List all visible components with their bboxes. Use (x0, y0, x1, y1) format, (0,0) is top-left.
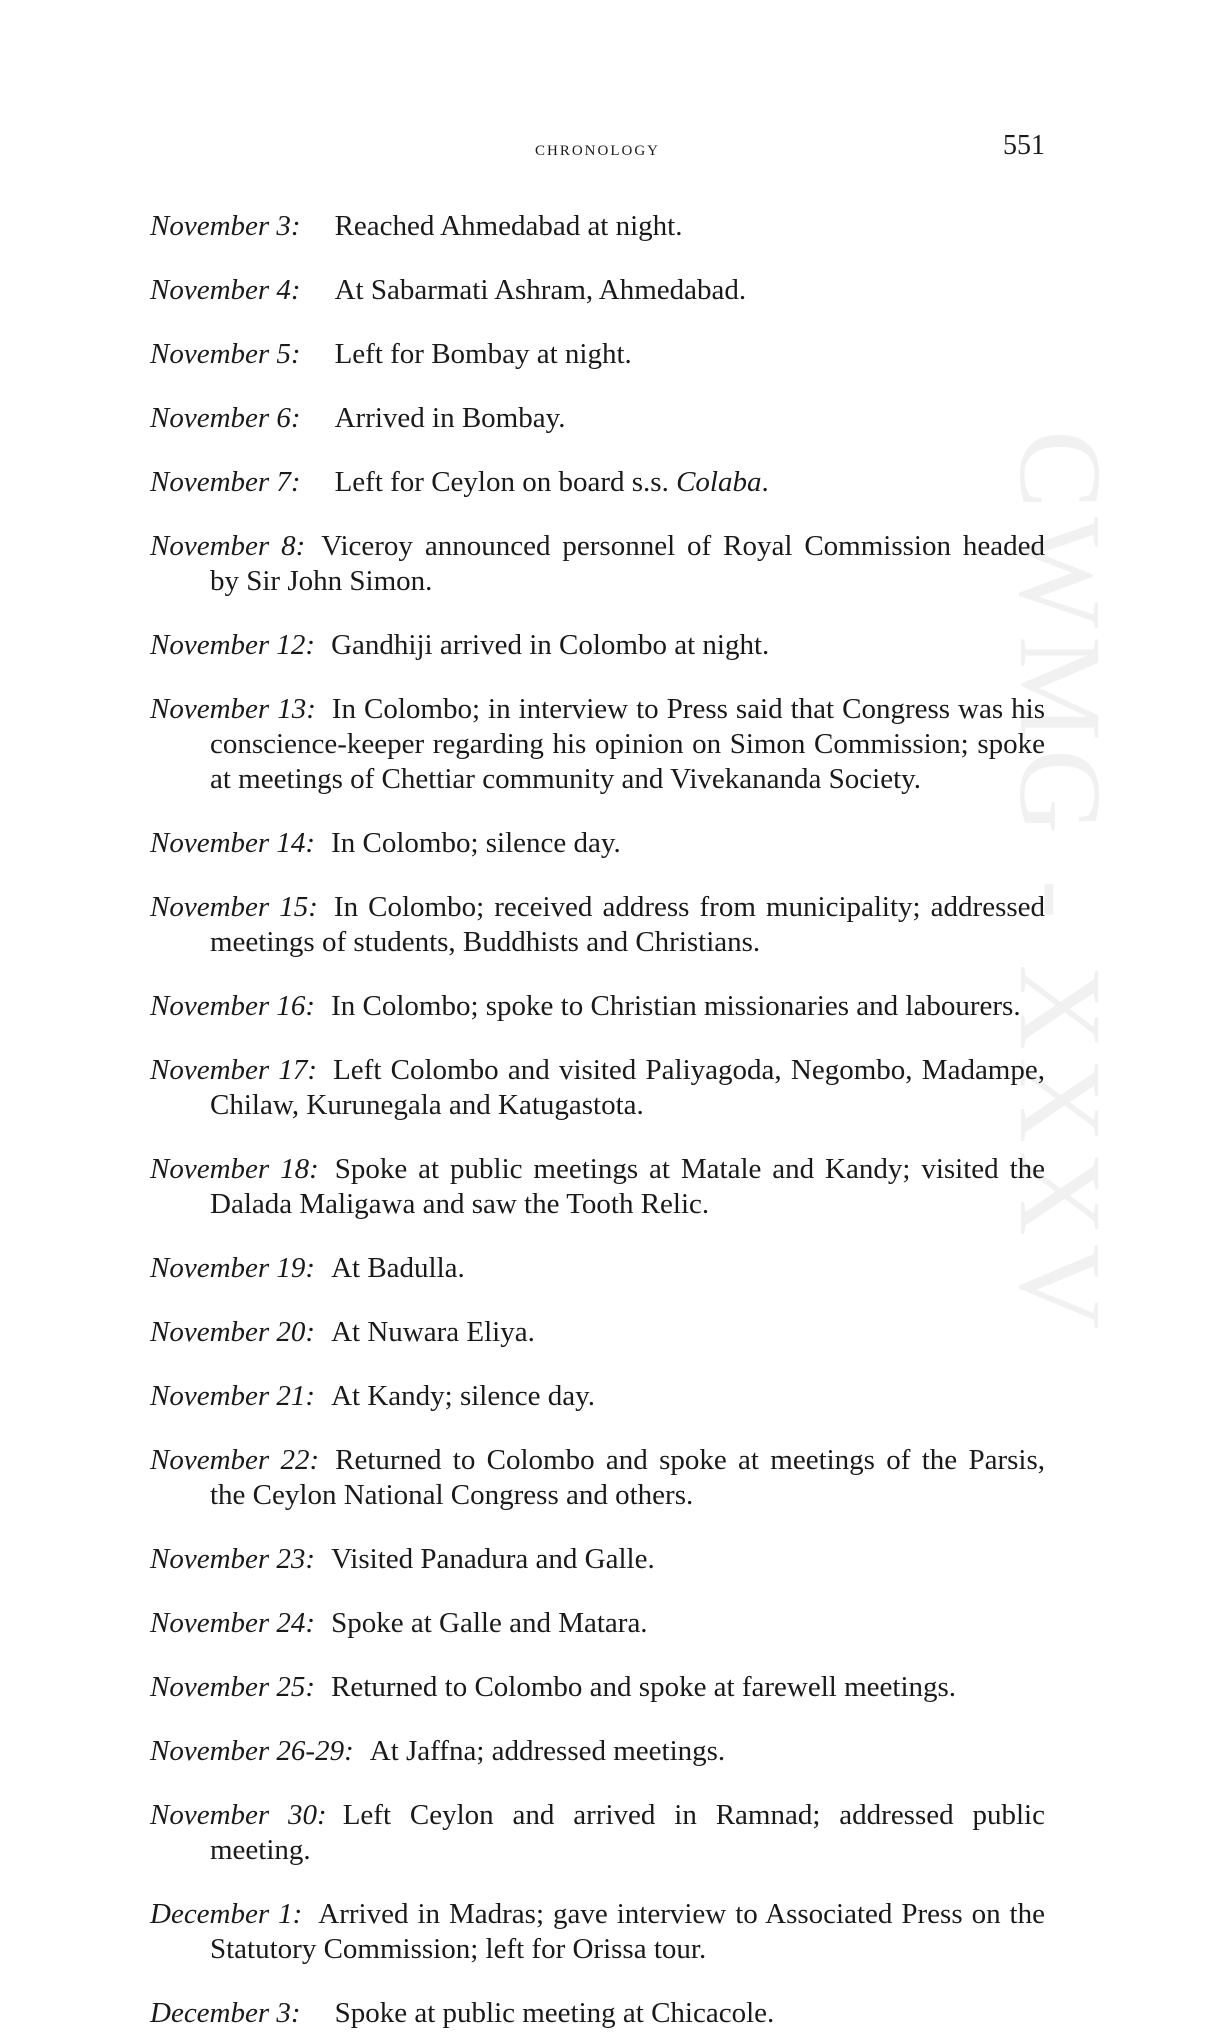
entry-text: Arrived in Madras; gave interview to Associated Press on the Statutory Commission; left for Orissa tour. (210, 1898, 1045, 1965)
entry-date: November 16: (150, 990, 316, 1022)
entry-text: At Jaffna; addressed meetings. (369, 1735, 726, 1767)
entry-text: Left for Ceylon on board s.s. (334, 466, 669, 498)
entry-date: November 8: (150, 530, 306, 562)
chronology-entry (150, 1315, 1045, 1350)
chronology-entry (150, 1734, 1045, 1769)
entry-date: November 19: (150, 1252, 316, 1284)
chronology-entry (150, 1996, 1045, 2031)
chronology-entry (150, 1897, 1045, 1967)
entry-text: At Badulla. (331, 1252, 465, 1284)
entry-date: November 13: (150, 693, 316, 725)
chronology-entry (150, 1670, 1045, 1705)
entry-text: In Colombo; received address from municipality; addressed meetings of students, Buddhists and Christians. (210, 891, 1046, 958)
entry-text: Returned to Colombo and spoke at farewell meetings. (331, 1671, 957, 1703)
entry-date: November 22: (150, 1444, 320, 1476)
entry-date: November 4: (150, 274, 301, 306)
chronology-entry (150, 1379, 1045, 1414)
running-title: chronology (535, 136, 660, 160)
chronology-entry (150, 401, 1045, 436)
entry-date: November 21: (150, 1380, 316, 1412)
entry-date: November 7: (150, 466, 301, 498)
chronology-entry (150, 1443, 1045, 1513)
entry-date: November 14: (150, 827, 316, 859)
entry-text-end: . (761, 466, 769, 498)
chronology-entry (150, 628, 1045, 663)
entry-text: Arrived in Bombay. (334, 402, 566, 434)
entry-date: November 23: (150, 1543, 316, 1575)
chronology-entry (150, 1251, 1045, 1286)
entry-text: At Sabarmati Ashram, Ahmedabad. (334, 274, 747, 306)
entry-date: November 25: (150, 1671, 316, 1703)
entry-text: Returned to Colombo and spoke at meetings of the Parsis, the Ceylon National Congress and others. (210, 1444, 1046, 1511)
chronology-entry (150, 692, 1045, 797)
chronology-entry (150, 209, 1045, 244)
entry-date: November 15: (150, 891, 318, 923)
entry-text: Left for Bombay at night. (334, 338, 632, 370)
chronology-entry (150, 1152, 1045, 1222)
entry-date: November 20: (150, 1316, 316, 1348)
chronology-list (150, 180, 1045, 2042)
entry-text: Spoke at public meetings at Matale and Kandy; visited the Dalada Maligawa and saw the Tooth Relic. (210, 1153, 1046, 1220)
chronology-entry (150, 890, 1045, 960)
entry-text: Viceroy announced personnel of Royal Commission headed by Sir John Simon. (210, 530, 1045, 597)
entry-date: November 3: (150, 210, 301, 242)
entry-date: November 17: (150, 1054, 318, 1086)
entry-date: December 3: (150, 1997, 301, 2029)
page-number: 551 (1003, 130, 1045, 161)
chronology-entry (150, 1606, 1045, 1641)
entry-date: November 6: (150, 402, 301, 434)
entry-text: Visited Panadura and Galle. (331, 1543, 655, 1575)
chronology-entry (150, 826, 1045, 861)
ship-name: Colaba (676, 466, 762, 498)
chronology-entry (150, 1053, 1045, 1123)
running-head (150, 130, 1045, 170)
entry-date: November 30: (150, 1799, 327, 1831)
chronology-entry (150, 529, 1045, 599)
entry-date: November 24: (150, 1607, 316, 1639)
entry-text: Left Ceylon and arrived in Ramnad; addressed public meeting. (210, 1799, 1045, 1866)
entry-text: At Kandy; silence day. (331, 1380, 595, 1412)
watermark-text: CWMG - XXXV (995, 430, 1126, 1338)
entry-text: In Colombo; spoke to Christian missionaries and labourers. (331, 990, 1021, 1022)
entry-date: November 26-29: (150, 1735, 354, 1767)
entry-text: In Colombo; silence day. (331, 827, 621, 859)
entry-date: November 5: (150, 338, 301, 370)
entry-date: November 12: (150, 629, 316, 661)
entry-text: Left Colombo and visited Paliyagoda, Negombo, Madampe, Chilaw, Kurunegala and Katugastota. (210, 1054, 1045, 1121)
entry-date: December 1: (150, 1898, 303, 1930)
entry-text: At Nuwara Eliya. (331, 1316, 535, 1348)
chronology-entry (150, 337, 1045, 372)
chronology-entry (150, 989, 1045, 1024)
entry-date: November 18: (150, 1153, 319, 1185)
entry-text: Spoke at Galle and Matara. (331, 1607, 648, 1639)
entry-text: Spoke at public meeting at Chicacole. (334, 1997, 775, 2029)
entry-text: In Colombo; in interview to Press said that Congress was his conscience-keeper regarding his opinion on Simon Commission; spoke at meetings of Chettiar community and Vivekananda Society. (210, 693, 1046, 795)
chronology-entry (150, 1798, 1045, 1868)
entry-text: Gandhiji arrived in Colombo at night. (331, 629, 770, 661)
chronology-entry (150, 465, 1045, 500)
chronology-entry (150, 1542, 1045, 1577)
entry-text: Reached Ahmedabad at night. (334, 210, 683, 242)
chronology-entry (150, 273, 1045, 308)
